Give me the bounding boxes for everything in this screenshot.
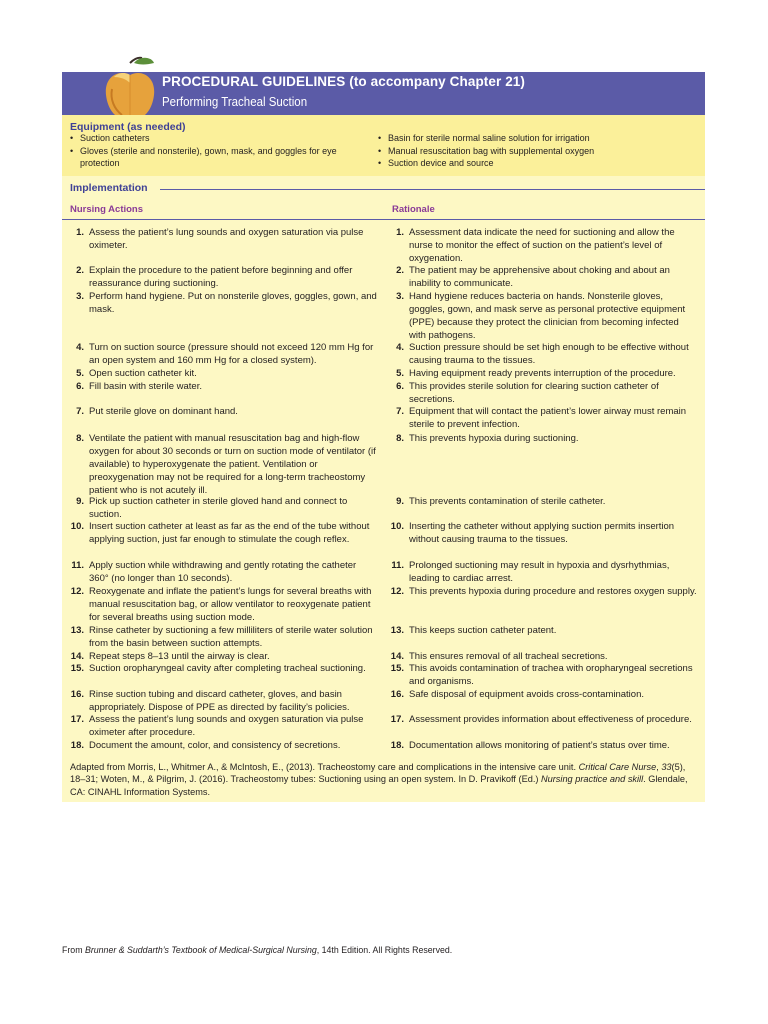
rationale-text: Documentation allows monitoring of patient’s status over time.: [409, 740, 670, 751]
step-number: 12.: [70, 586, 84, 597]
rationale-item: [382, 739, 698, 752]
rationale-item: [382, 713, 698, 726]
nursing-action-item: [62, 405, 378, 418]
step-number: 4.: [396, 342, 404, 353]
action-text: Rinse suction tubing and discard catheter, gloves, and basin appropriately. Dispose of PPE as directed by facility’s policies.: [89, 689, 350, 713]
step-number: 18.: [390, 740, 404, 751]
action-text: Pick up suction catheter in sterile gloved hand and connect to suction.: [89, 496, 348, 520]
action-text: Assess the patient’s lung sounds and oxygen saturation via pulse oximeter after procedure.: [89, 714, 364, 738]
reference-volume: 33: [661, 762, 672, 772]
nursing-action-item: [62, 432, 378, 497]
rationale-item: [382, 367, 698, 380]
implementation-divider: [160, 189, 705, 190]
action-text: Suction oropharyngeal cavity after completing tracheal suctioning.: [89, 663, 366, 674]
action-text: Perform hand hygiene. Put on nonsterile gloves, goggles, gown, and mask.: [89, 291, 377, 315]
rationale-text: This keeps suction catheter patent.: [409, 625, 557, 636]
step-number: 10.: [70, 521, 84, 532]
nursing-action-item: [62, 713, 378, 739]
reference-book: Nursing practice and skill: [541, 774, 644, 785]
rationale-item: [382, 662, 698, 688]
step-number: 15.: [390, 663, 404, 674]
action-text: Reoxygenate and inflate the patient’s lungs for several breaths with manual resuscitation bag, or allow ventilator to reoxygenate patient for several breaths using suction mode.: [89, 586, 372, 623]
reference-citation: [70, 761, 700, 798]
step-number: 17.: [70, 714, 84, 725]
rationale-text: Suction pressure should be set high enough to be effective without causing trauma to the tissues.: [409, 342, 689, 366]
step-number: 12.: [390, 586, 404, 597]
rationale-text: This prevents hypoxia during suctioning.: [409, 433, 579, 444]
rationale-item: [382, 380, 698, 406]
step-number: 6.: [76, 381, 84, 392]
footer-text: , 14th Edition. All Rights Reserved.: [316, 945, 453, 955]
page-subtitle: Performing Tracheal Suction: [162, 95, 308, 109]
rationale-text: The patient may be apprehensive about choking and about an inability to communicate.: [409, 265, 670, 289]
column-header-divider: [62, 219, 705, 220]
step-number: 11.: [71, 560, 84, 571]
reference-text: (5), 18–31; Woten, M., & Pilgrim, J. (2016). Tracheostomy tubes: Suctioning using an open system. In D. Pravikoff (Ed.): [70, 762, 686, 785]
footer-text: From: [62, 945, 85, 955]
reference-text: Adapted from Morris, L., Whitmer A., & McIntosh, E., (2013). Tracheostomy care and complications in the intensive care unit.: [70, 762, 579, 772]
action-text: Turn on suction source (pressure should not exceed 120 mm Hg for an open system and 160 mm Hg for a closed system).: [89, 342, 374, 366]
step-number: 7.: [396, 406, 404, 417]
equipment-heading: Equipment (as needed): [70, 121, 186, 133]
action-text: Fill basin with sterile water.: [89, 381, 202, 392]
reference-text: . Glendale, CA: CINAHL Information Systems.: [70, 774, 688, 797]
step-number: 5.: [396, 368, 404, 379]
rationale-item: [382, 405, 698, 431]
step-number: 3.: [76, 291, 84, 302]
nursing-action-item: [62, 624, 378, 650]
step-number: 1.: [76, 227, 84, 238]
reference-journal: Critical Care Nurse: [578, 762, 657, 772]
nursing-action-item: [62, 585, 378, 624]
page-title: PROCEDURAL GUIDELINES (to accompany Chapter 21): [162, 74, 526, 89]
rationale-item: [382, 520, 698, 546]
nursing-action-item: [62, 290, 378, 316]
rationale-text: Equipment that will contact the patient’s lower airway must remain sterile to prevent infection.: [409, 406, 687, 430]
step-number: 2.: [396, 265, 404, 276]
nursing-actions-header: Nursing Actions: [70, 204, 144, 215]
rationale-text: This prevents contamination of sterile catheter.: [409, 496, 606, 507]
step-number: 10.: [390, 521, 404, 532]
rationale-text: Having equipment ready prevents interruption of the procedure.: [409, 368, 676, 379]
rationale-text: This provides sterile solution for clearing suction catheter of secretions.: [409, 381, 659, 405]
action-text: Explain the procedure to the patient before beginning and offer reassurance during suctioning.: [89, 265, 353, 289]
rationale-item: [382, 226, 698, 265]
step-number: 8.: [76, 433, 84, 444]
rationale-header: Rationale: [392, 204, 435, 215]
nursing-action-item: [62, 495, 378, 521]
step-number: 4.: [76, 342, 84, 353]
rationale-text: Assessment provides information about effectiveness of procedure.: [409, 714, 692, 725]
step-number: 13.: [390, 625, 404, 636]
rationale-item: [382, 624, 698, 637]
action-text: Repeat steps 8–13 until the airway is clear.: [89, 651, 270, 662]
rationale-item: [382, 264, 698, 290]
step-number: 13.: [70, 625, 84, 636]
action-text: Document the amount, color, and consistency of secretions.: [89, 740, 341, 751]
footer-book-title: Brunner & Suddarth’s Textbook of Medical-Surgical Nursing: [84, 945, 317, 955]
rationale-text: Inserting the catheter without applying suction permits insertion without causing trauma to the tissues.: [409, 521, 675, 545]
action-text: Put sterile glove on dominant hand.: [89, 406, 238, 417]
equipment-item: • Suction catheters: [70, 132, 370, 145]
action-text: Insert suction catheter at least as far as the end of the tube without applying suction, just far enough to stimulate the cough reflex.: [89, 521, 370, 545]
rationale-item: [382, 688, 698, 701]
nursing-action-item: [62, 520, 378, 546]
rationale-text: Hand hygiene reduces bacteria on hands. Nonsterile gloves, goggles, gown, and mask serve as personal protective equipment (PPE) because they protect the clinician from becoming infected with pathogens.: [409, 291, 686, 341]
rationale-item: [382, 559, 698, 585]
step-number: 9.: [396, 496, 404, 507]
rationale-item: [382, 290, 698, 342]
action-text: Open suction catheter kit.: [89, 368, 197, 379]
nursing-action-item: [62, 226, 378, 252]
step-number: 14.: [390, 651, 404, 662]
rationale-text: This ensures removal of all tracheal secretions.: [409, 651, 608, 662]
equipment-item: • Suction device and source: [378, 157, 698, 170]
action-text: Assess the patient’s lung sounds and oxygen saturation via pulse oximeter.: [89, 227, 364, 251]
step-number: 3.: [396, 291, 404, 302]
rationale-text: Assessment data indicate the need for suctioning and allow the nurse to monitor the effect of suction on the patient’s level of oxygenation.: [409, 227, 675, 264]
step-number: 18.: [70, 740, 84, 751]
equipment-list-right: [378, 132, 698, 170]
footer-copyright: [62, 945, 452, 955]
step-number: 16.: [70, 689, 84, 700]
step-number: 9.: [76, 496, 84, 507]
equipment-item: • Gloves (sterile and nonsterile), gown, mask, and goggles for eye protection: [70, 145, 370, 170]
rationale-item: [382, 432, 698, 445]
nursing-action-item: [62, 559, 378, 585]
rationale-text: This prevents hypoxia during procedure and restores oxygen supply.: [409, 586, 697, 597]
step-number: 2.: [76, 265, 84, 276]
step-number: 8.: [396, 433, 404, 444]
rationale-text: Prolonged suctioning may result in hypoxia and dysrhythmias, leading to cardiac arrest.: [409, 560, 670, 584]
rationale-item: [382, 495, 698, 508]
step-number: 11.: [391, 560, 404, 571]
rationale-text: This avoids contamination of trachea with oropharyngeal secretions and organisms.: [409, 663, 693, 687]
equipment-item: • Basin for sterile normal saline solution for irrigation: [378, 132, 698, 145]
action-text: Ventilate the patient with manual resuscitation bag and high-flow oxygen for about 30 seconds or turn on suction mode of ventilator (if available) to hyperoxygenate the patient. Ventilation or preoxygenation may not be required for a long-term tracheostomy patient who is not acutely ill.: [89, 433, 376, 496]
nursing-action-item: [62, 688, 378, 714]
rationale-text: Safe disposal of equipment avoids cross-contamination.: [409, 689, 644, 700]
step-number: 5.: [76, 368, 84, 379]
rationale-item: [382, 341, 698, 367]
reference-text: ,: [656, 762, 662, 772]
nursing-action-item: [62, 264, 378, 290]
implementation-heading: Implementation: [70, 182, 148, 194]
step-number: 17.: [390, 714, 404, 725]
step-number: 7.: [76, 406, 84, 417]
step-number: 1.: [396, 227, 404, 238]
step-number: 6.: [396, 381, 404, 392]
nursing-action-item: [62, 341, 378, 367]
step-number: 15.: [70, 663, 84, 674]
action-text: Apply suction while withdrawing and gently rotating the catheter 360° (no longer than 10 seconds).: [89, 560, 357, 584]
action-text: Rinse catheter by suctioning a few milliliters of sterile water solution from the basin between suction attempts.: [89, 625, 373, 649]
step-number: 14.: [70, 651, 84, 662]
equipment-list-left: [70, 132, 370, 170]
nursing-action-item: [62, 367, 378, 380]
nursing-action-item: [62, 380, 378, 393]
nursing-action-item: [62, 739, 378, 752]
step-number: 16.: [390, 689, 404, 700]
equipment-item: • Manual resuscitation bag with supplemental oxygen: [378, 145, 698, 158]
rationale-item: [382, 585, 698, 598]
nursing-action-item: [62, 662, 378, 675]
